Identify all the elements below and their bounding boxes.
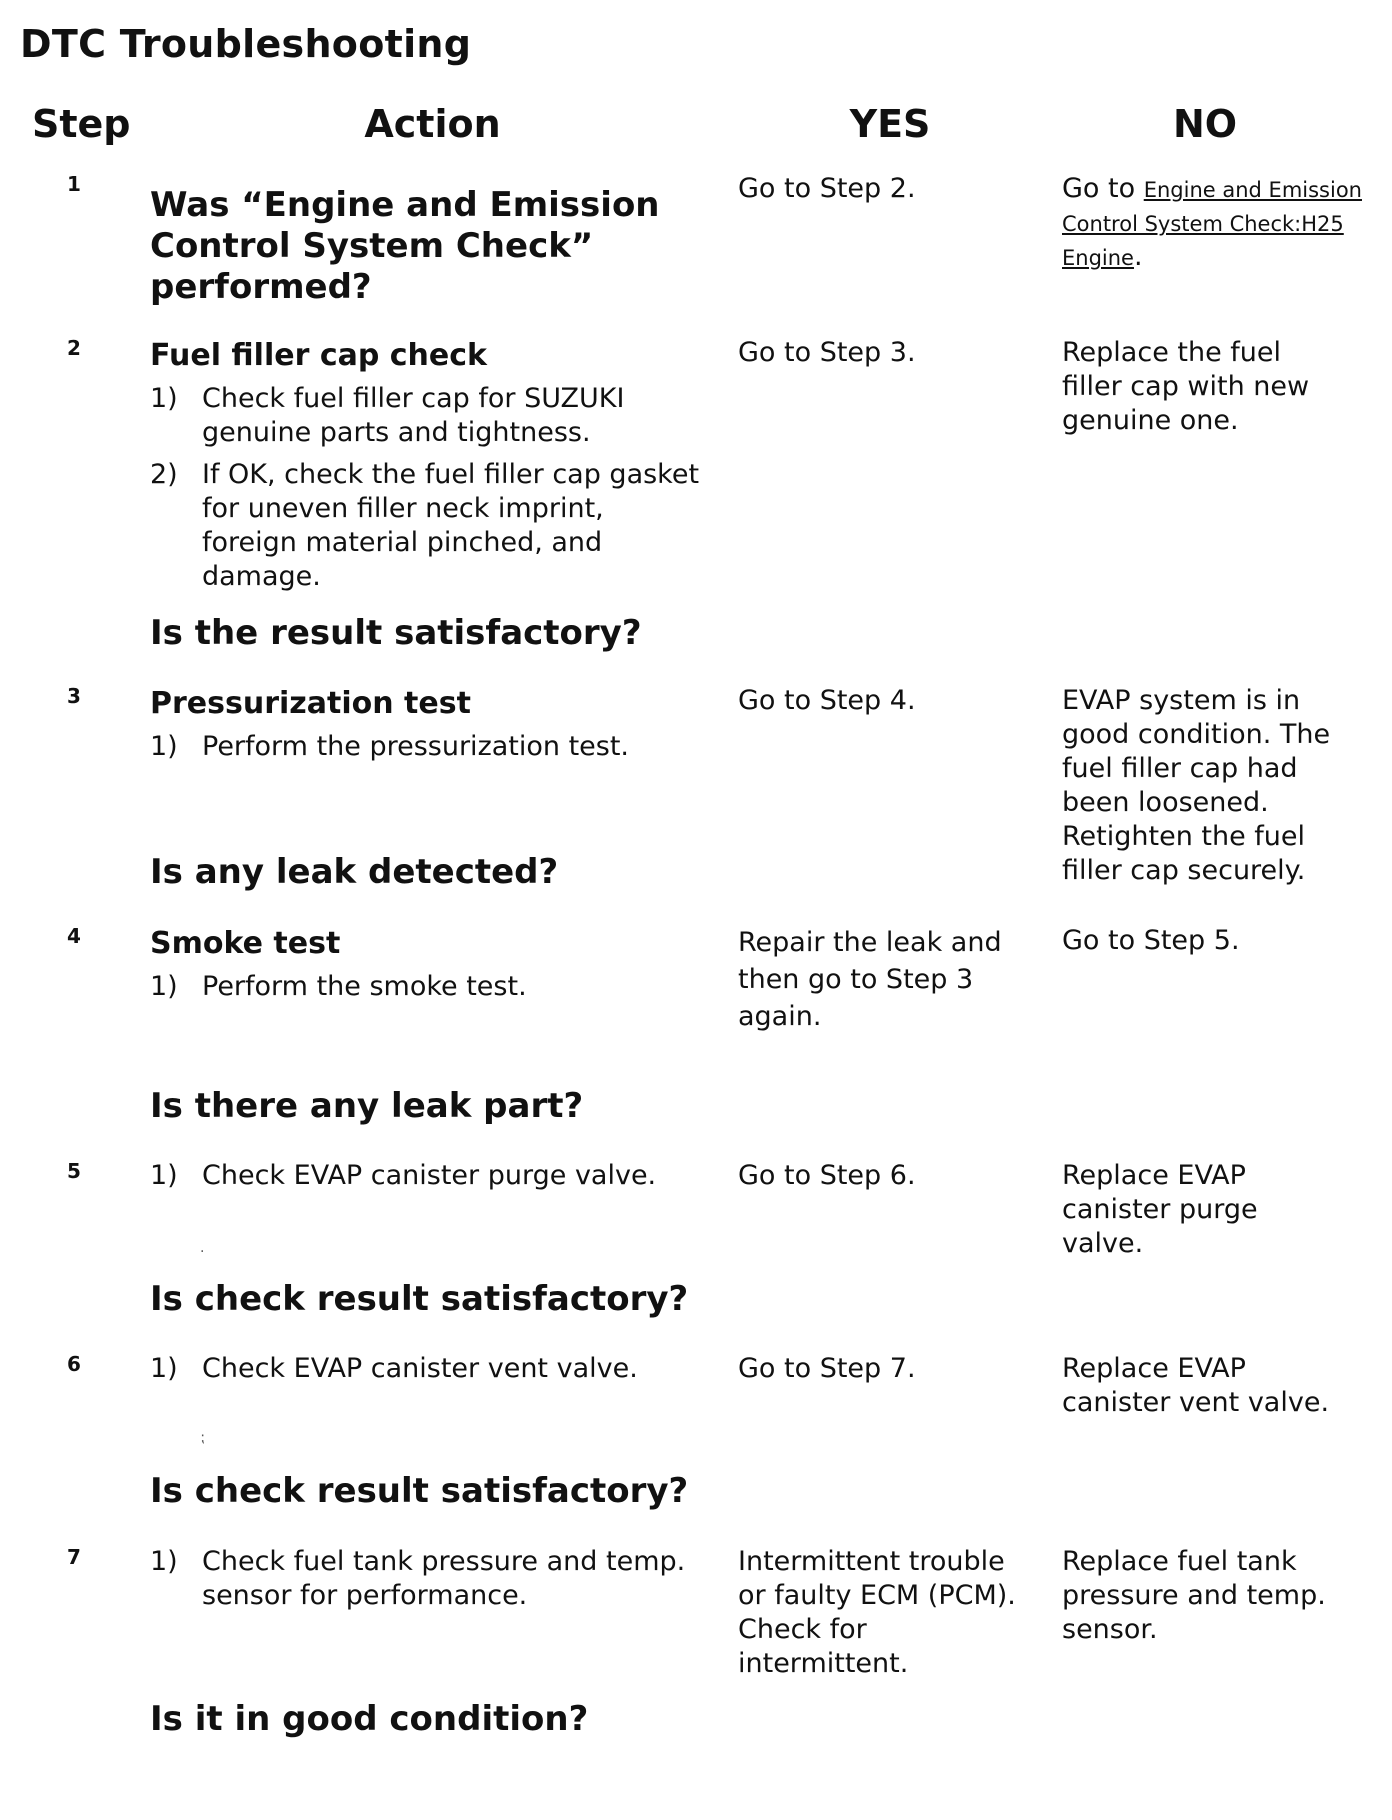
- step-question: Is check result satisfactory?: [150, 1279, 689, 1319]
- step-action: [150, 684, 725, 772]
- header-no: NO: [1172, 102, 1238, 146]
- stray-mark: ·: [200, 1244, 205, 1260]
- step-action: [150, 1352, 725, 1394]
- step-title: Pressurization test: [150, 686, 471, 721]
- stray-mark: ⁏: [200, 1430, 205, 1446]
- substep-text: Check EVAP canister vent valve.: [202, 1353, 638, 1384]
- step-no: EVAP system is in good condition. The fuel filler cap had been loosened. Retighten the fuel filler cap securely.: [1062, 685, 1331, 886]
- step-question: Is any leak detected?: [150, 852, 559, 892]
- step-number: 1: [67, 172, 81, 196]
- substep: [150, 970, 725, 1004]
- substep: [150, 382, 702, 450]
- step-no-suffix: .: [1133, 241, 1143, 272]
- substep-text: Check fuel filler cap for SUZUKI genuine parts and tightness.: [202, 383, 625, 448]
- step-no: Go to Step 5.: [1062, 925, 1240, 956]
- substep-list: [150, 382, 725, 594]
- step-question: Is there any leak part?: [150, 1086, 584, 1126]
- page-title: DTC Troubleshooting: [20, 22, 472, 66]
- substep-text: Perform the pressurization test.: [202, 731, 630, 762]
- substep-list: [150, 730, 725, 764]
- step-action: [150, 172, 725, 314]
- step-yes: Go to Step 6.: [738, 1160, 916, 1191]
- step-action: [150, 1159, 725, 1201]
- substep: [150, 1352, 725, 1386]
- substep-list: [150, 1352, 725, 1386]
- step-question: Is the result satisfactory?: [150, 613, 642, 653]
- header-step: Step: [32, 102, 131, 146]
- step-action: [150, 924, 725, 1012]
- step-title: Was “Engine and Emission Control System Check” performed?: [150, 185, 660, 307]
- step-number: 7: [67, 1545, 81, 1569]
- step-number: 5: [67, 1159, 81, 1183]
- substep-number: 1): [150, 731, 178, 762]
- substep-number: 2): [150, 459, 178, 490]
- step-no: Replace EVAP canister purge valve.: [1062, 1160, 1258, 1259]
- substep-text: If OK, check the fuel filler cap gasket for uneven filler neck imprint, foreign material pinched, and damage.: [202, 459, 700, 592]
- substep-list: [150, 970, 725, 1004]
- substep-number: 1): [150, 1160, 178, 1191]
- header-action: Action: [364, 102, 501, 146]
- step-no: Replace EVAP canister vent valve.: [1062, 1353, 1330, 1418]
- substep-text: Perform the smoke test.: [202, 971, 527, 1002]
- substep-number: 1): [150, 383, 178, 414]
- step-yes: Go to Step 4.: [738, 685, 916, 716]
- step-action: [150, 1545, 725, 1621]
- substep-number: 1): [150, 1546, 178, 1577]
- step-no: Replace fuel tank pressure and temp. sensor.: [1062, 1546, 1326, 1645]
- step-no-prefix: Go to: [1062, 173, 1144, 204]
- substep: [150, 458, 702, 594]
- step-yes: Go to Step 2.: [738, 173, 916, 204]
- substep-list: [150, 1545, 725, 1613]
- step-no: Replace the fuel filler cap with new genuine one.: [1062, 337, 1310, 436]
- step-no: [1062, 172, 1362, 274]
- step-yes: Go to Step 3.: [738, 337, 916, 368]
- step-action: [150, 336, 725, 602]
- step-yes: Repair the leak and then go to Step 3 again.: [738, 927, 1002, 1032]
- substep-text: Check EVAP canister purge valve.: [202, 1160, 657, 1191]
- substep-number: 1): [150, 971, 178, 1002]
- header-yes: YES: [849, 102, 931, 146]
- step-yes: Go to Step 7.: [738, 1353, 916, 1384]
- step-title: Fuel filler cap check: [150, 338, 487, 373]
- step-number: 2: [67, 336, 81, 360]
- step-number: 4: [67, 924, 81, 948]
- substep-text: Check fuel tank pressure and temp. sensor for performance.: [202, 1546, 686, 1611]
- step-question: Is check result satisfactory?: [150, 1471, 689, 1511]
- substep-number: 1): [150, 1353, 178, 1384]
- step-number: 3: [67, 684, 81, 708]
- substep: [150, 730, 725, 764]
- step-question: Is it in good condition?: [150, 1699, 589, 1739]
- step-yes: Intermittent trouble or faulty ECM (PCM). Check for intermittent.: [738, 1546, 1016, 1679]
- step-number: 6: [67, 1352, 81, 1376]
- substep: [150, 1159, 725, 1193]
- engine-emission-check-link[interactable]: Engine and Emission Control System Check:H25 Engine: [1062, 178, 1362, 270]
- substep: [150, 1545, 725, 1613]
- substep-list: [150, 1159, 725, 1193]
- step-title: Smoke test: [150, 926, 341, 961]
